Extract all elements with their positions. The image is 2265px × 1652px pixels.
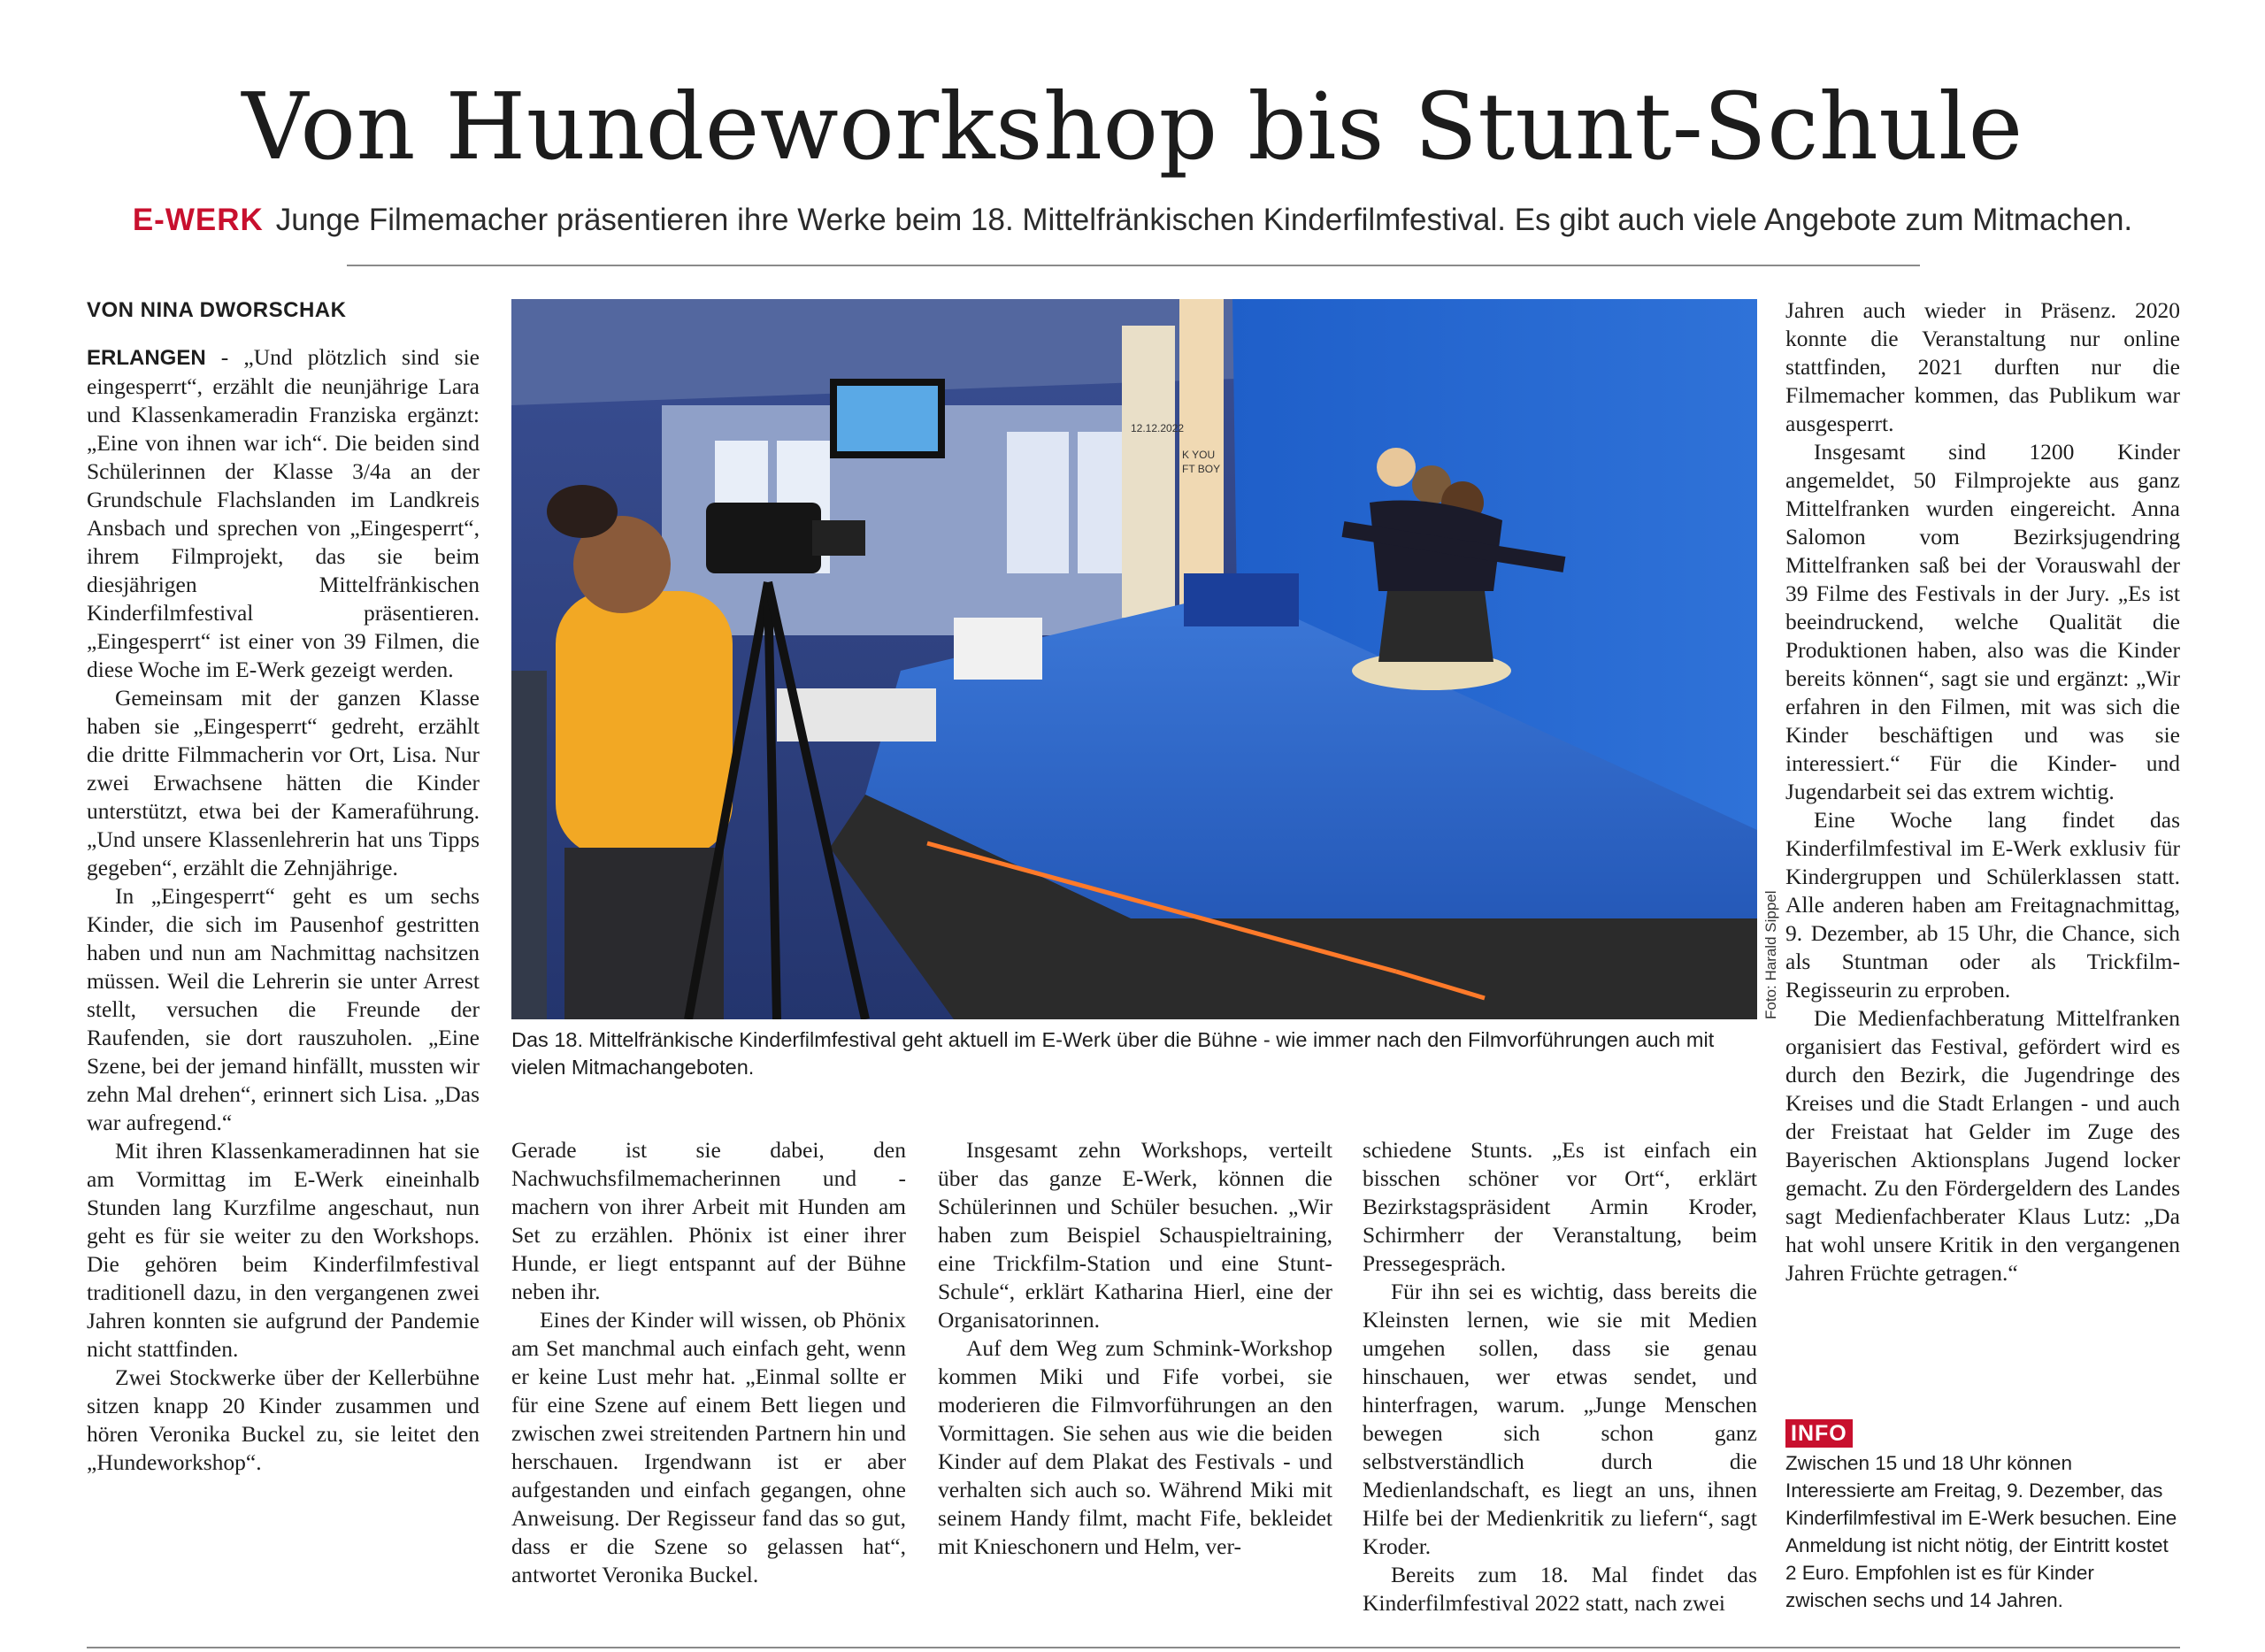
- article-column-1: [87, 343, 480, 1477]
- paragraph: Für ihn sei es wichtig, dass bereits die Kleinsten lernen, wie sie mit Medien umgehen sollen, dass sie genau hinschauen, wer etwas sendet, und hinterfragen, warum. „Junge Menschen bewegen sich schon ganz selbstverständlich durch die Medienlandschaft, es liegt an uns, ihnen Hilfe bei der Medienkritik zu liefern“, sagt Kroder.: [1363, 1279, 1757, 1559]
- article-column-3: [938, 1136, 1332, 1561]
- poster-text-1: 12.12.2022: [1131, 422, 1185, 434]
- info-badge: INFO: [1785, 1419, 1853, 1448]
- paragraph: Gemeinsam mit der ganzen Klasse haben sie „Eingesperrt“ gedreht, erzählt die dritte Filmmacherin vor Ort, Lisa. Nur zwei Erwachsene hätten die Kinder unterstützt, etwa bei der Kameraführung. „Und unsere Klassenlehrerin hat uns Tipps gegeben“, erzählt die Zehnjährige.: [87, 685, 480, 880]
- paragraph: Zwei Stockwerke über der Kellerbühne sitzen knapp 20 Kinder zusammen und hören Veronika Buckel zu, sie leitet den „Hundeworkshop“.: [87, 1364, 480, 1475]
- paragraph: In „Eingesperrt“ geht es um sechs Kinder, die sich im Pausenhof gestritten haben und nun am Nachmittag nachsitzen müssen. Weil die Lehrerin sie unter Arrest stellt, versuchen die Freunde der Raufenden, sie dort rauszuholen. „Eine Szene, bei der jemand hinfällt, mussten wir zehn Mal drehen“, erinnert sich Lisa. „Das war aufregend.“: [87, 883, 480, 1135]
- article-column-2: [511, 1136, 906, 1589]
- info-box: [1785, 1419, 2180, 1614]
- paragraph: Eine Woche lang findet das Kinderfilmfestival im E-Werk exklusiv für Kindergruppen und Schülerklassen statt. Alle anderen haben am Freitagnachmittag, 9. Dezember, ab 15 Uhr, die Chance, sich als Stuntman oder als Trickfilm-Regisseurin zu erproben.: [1785, 807, 2180, 1003]
- kicker: E-WERK: [132, 203, 264, 237]
- paragraph: Mit ihren Klassenkameradinnen hat sie am Vormittag im E-Werk eineinhalb Stunden lang Kurzfilme angeschaut, nun geht es für sie weiter zu den Workshops. Die gehören beim Kinderfilmfestival traditionell dazu, in den vergangenen zwei Jahren konnten sie aufgrund der Pandemie nicht stattfinden.: [87, 1138, 480, 1362]
- paragraph: Die Medienfachberatung Mittelfranken organisiert das Festival, gefördert wird es durch den Bezirk, die Jugendringe des Kreises und die Stadt Erlangen - und auch der Freistaat hat Gelder im Zuge des Bayerischen Aktionsplans Jugend locker gemacht. Zu den Fördergeldern des Landes sagt Medienfachberater Klaus Lutz: „Da hat wohl unsere Kritik in den vergangenen Jahren Früchte getragen.“: [1785, 1005, 2180, 1286]
- header-divider: [347, 265, 1920, 266]
- subline: [0, 199, 2265, 242]
- subline-text: Junge Filmemacher präsentieren ihre Werke beim 18. Mittelfränkischen Kinderfilmfestival. Es gibt auch viele Angebote zum Mitmachen.: [275, 203, 2133, 237]
- headline: Von Hundeworkshop bis Stunt-Schule: [242, 73, 2023, 181]
- article-column-5: [1785, 296, 2180, 1287]
- article-photo: [511, 299, 1757, 1019]
- info-text: Zwischen 15 und 18 Uhr können Interessierte am Freitag, 9. Dezember, das Kinderfilmfestival im E-Werk besuchen. Eine Anmeldung ist nicht nötig, der Eintritt kostet 2 Euro. Empfohlen ist es für Kinder zwischen sechs und 14 Jahren.: [1785, 1452, 2177, 1611]
- paragraph: Eines der Kinder will wissen, ob Phönix am Set manchmal auch einfach geht, wenn er keine Lust mehr hat. „Einmal sollte er für eine Szene auf einem Bett liegen und zwischen zwei streitenden Partnern hin und herschauen. Irgendwann ist er aber aufgestanden und einfach gegangen, ohne Anweisung. Der Regisseur fand das so gut, dass er die Szene so gelassen hat“, antwortet Veronika Buckel.: [511, 1307, 906, 1587]
- photo-caption: Das 18. Mittelfränkische Kinderfilmfestival geht aktuell im E-Werk über die Bühne - wie immer nach den Filmvorführungen auch mit vielen Mitmachangeboten.: [511, 1028, 1715, 1079]
- photo-credit: Foto: Harald Sippel: [1762, 890, 1779, 1019]
- paragraph: Insgesamt sind 1200 Kinder angemeldet, 50 Filmprojekte aus ganz Mittelfranken wurden eingereicht. Anna Salomon vom Bezirksjugendring Mittelfranken saß bei der Vorauswahl der 39 Filme des Festivals in der Jury. „Es ist beeindruckend, welche Qualität die Produktionen haben, also was die Kinder bereits können“, sagt sie und ergänzt: „Wir erfahren in den Filmen, mit was sich die Kinder beschäftigen und was sie interessiert.“ Für die Kinder- und Jugendarbeit sei das extrem wichtig.: [1785, 439, 2180, 804]
- byline: VON NINA DWORSCHAK: [87, 298, 347, 322]
- photo-illustration: [511, 299, 1757, 1019]
- paragraph: Bereits zum 18. Mal findet das Kinderfilmfestival 2022 statt, nach zwei: [1363, 1562, 1757, 1616]
- paragraph: Gerade ist sie dabei, den Nachwuchsfilmemacherinnen und -machern von ihrer Arbeit mit Hunden am Set zu erzählen. Phönix ist einer ihrer Hunde, er liegt entspannt auf der Bühne neben ihr.: [511, 1137, 906, 1304]
- article-column-4: [1363, 1136, 1757, 1617]
- paragraph: Jahren auch wieder in Präsenz. 2020 konnte die Veranstaltung nur online stattfinden, 2021 durften nur die Filmemacher kommen, das Publikum war ausgesperrt.: [1785, 297, 2180, 436]
- footer-divider: [87, 1647, 2180, 1648]
- poster-text-3: FT BOY: [1182, 463, 1221, 475]
- paragraph: [87, 343, 480, 684]
- paragraph: schiedene Stunts. „Es ist einfach ein bisschen schöner vor Ort“, erklärt Bezirkstagspräsident Armin Kroder, Schirmherr der Veranstaltung, beim Pressegespräch.: [1363, 1137, 1757, 1276]
- dateline: ERLANGEN: [87, 346, 206, 370]
- poster-text-2: K YOU: [1182, 449, 1216, 461]
- paragraph-text: - „Und plötzlich sind sie eingesperrt“, erzählt die neunjährige Lara und Klassenkameradin Franziska ergänzt: „Eine von ihnen war ich“. Die beiden sind Schülerinnen der Klasse 3/4a an der Grundschule Flachslanden im Landkreis Ansbach und sprechen von „Eingesperrt“, ihrem Filmprojekt, das sie beim diesjährigen Mittelfränkischen Kinderfilmfestival präsentieren. „Eingesperrt“ ist einer von 39 Filmen, die diese Woche im E-Werk gezeigt werden.: [87, 344, 480, 682]
- paragraph: Insgesamt zehn Workshops, verteilt über das ganze E-Werk, können die Schülerinnen und Schüler besuchen. „Wir haben zum Beispiel Schauspieltraining, eine Trickfilm-Station und eine Stunt-Schule“, erklärt Katharina Hierl, eine der Organisatorinnen.: [938, 1137, 1332, 1333]
- paragraph: Auf dem Weg zum Schmink-Workshop kommen Miki und Fife vorbei, sie moderieren die Filmvorführungen an den Vormittagen. Sie sehen aus wie die beiden Kinder auf dem Plakat des Festivals - und verhalten sich auch so. Während Miki mit seinem Handy filmt, macht Fife, bekleidet mit Knieschonern und Helm, ver-: [938, 1335, 1332, 1559]
